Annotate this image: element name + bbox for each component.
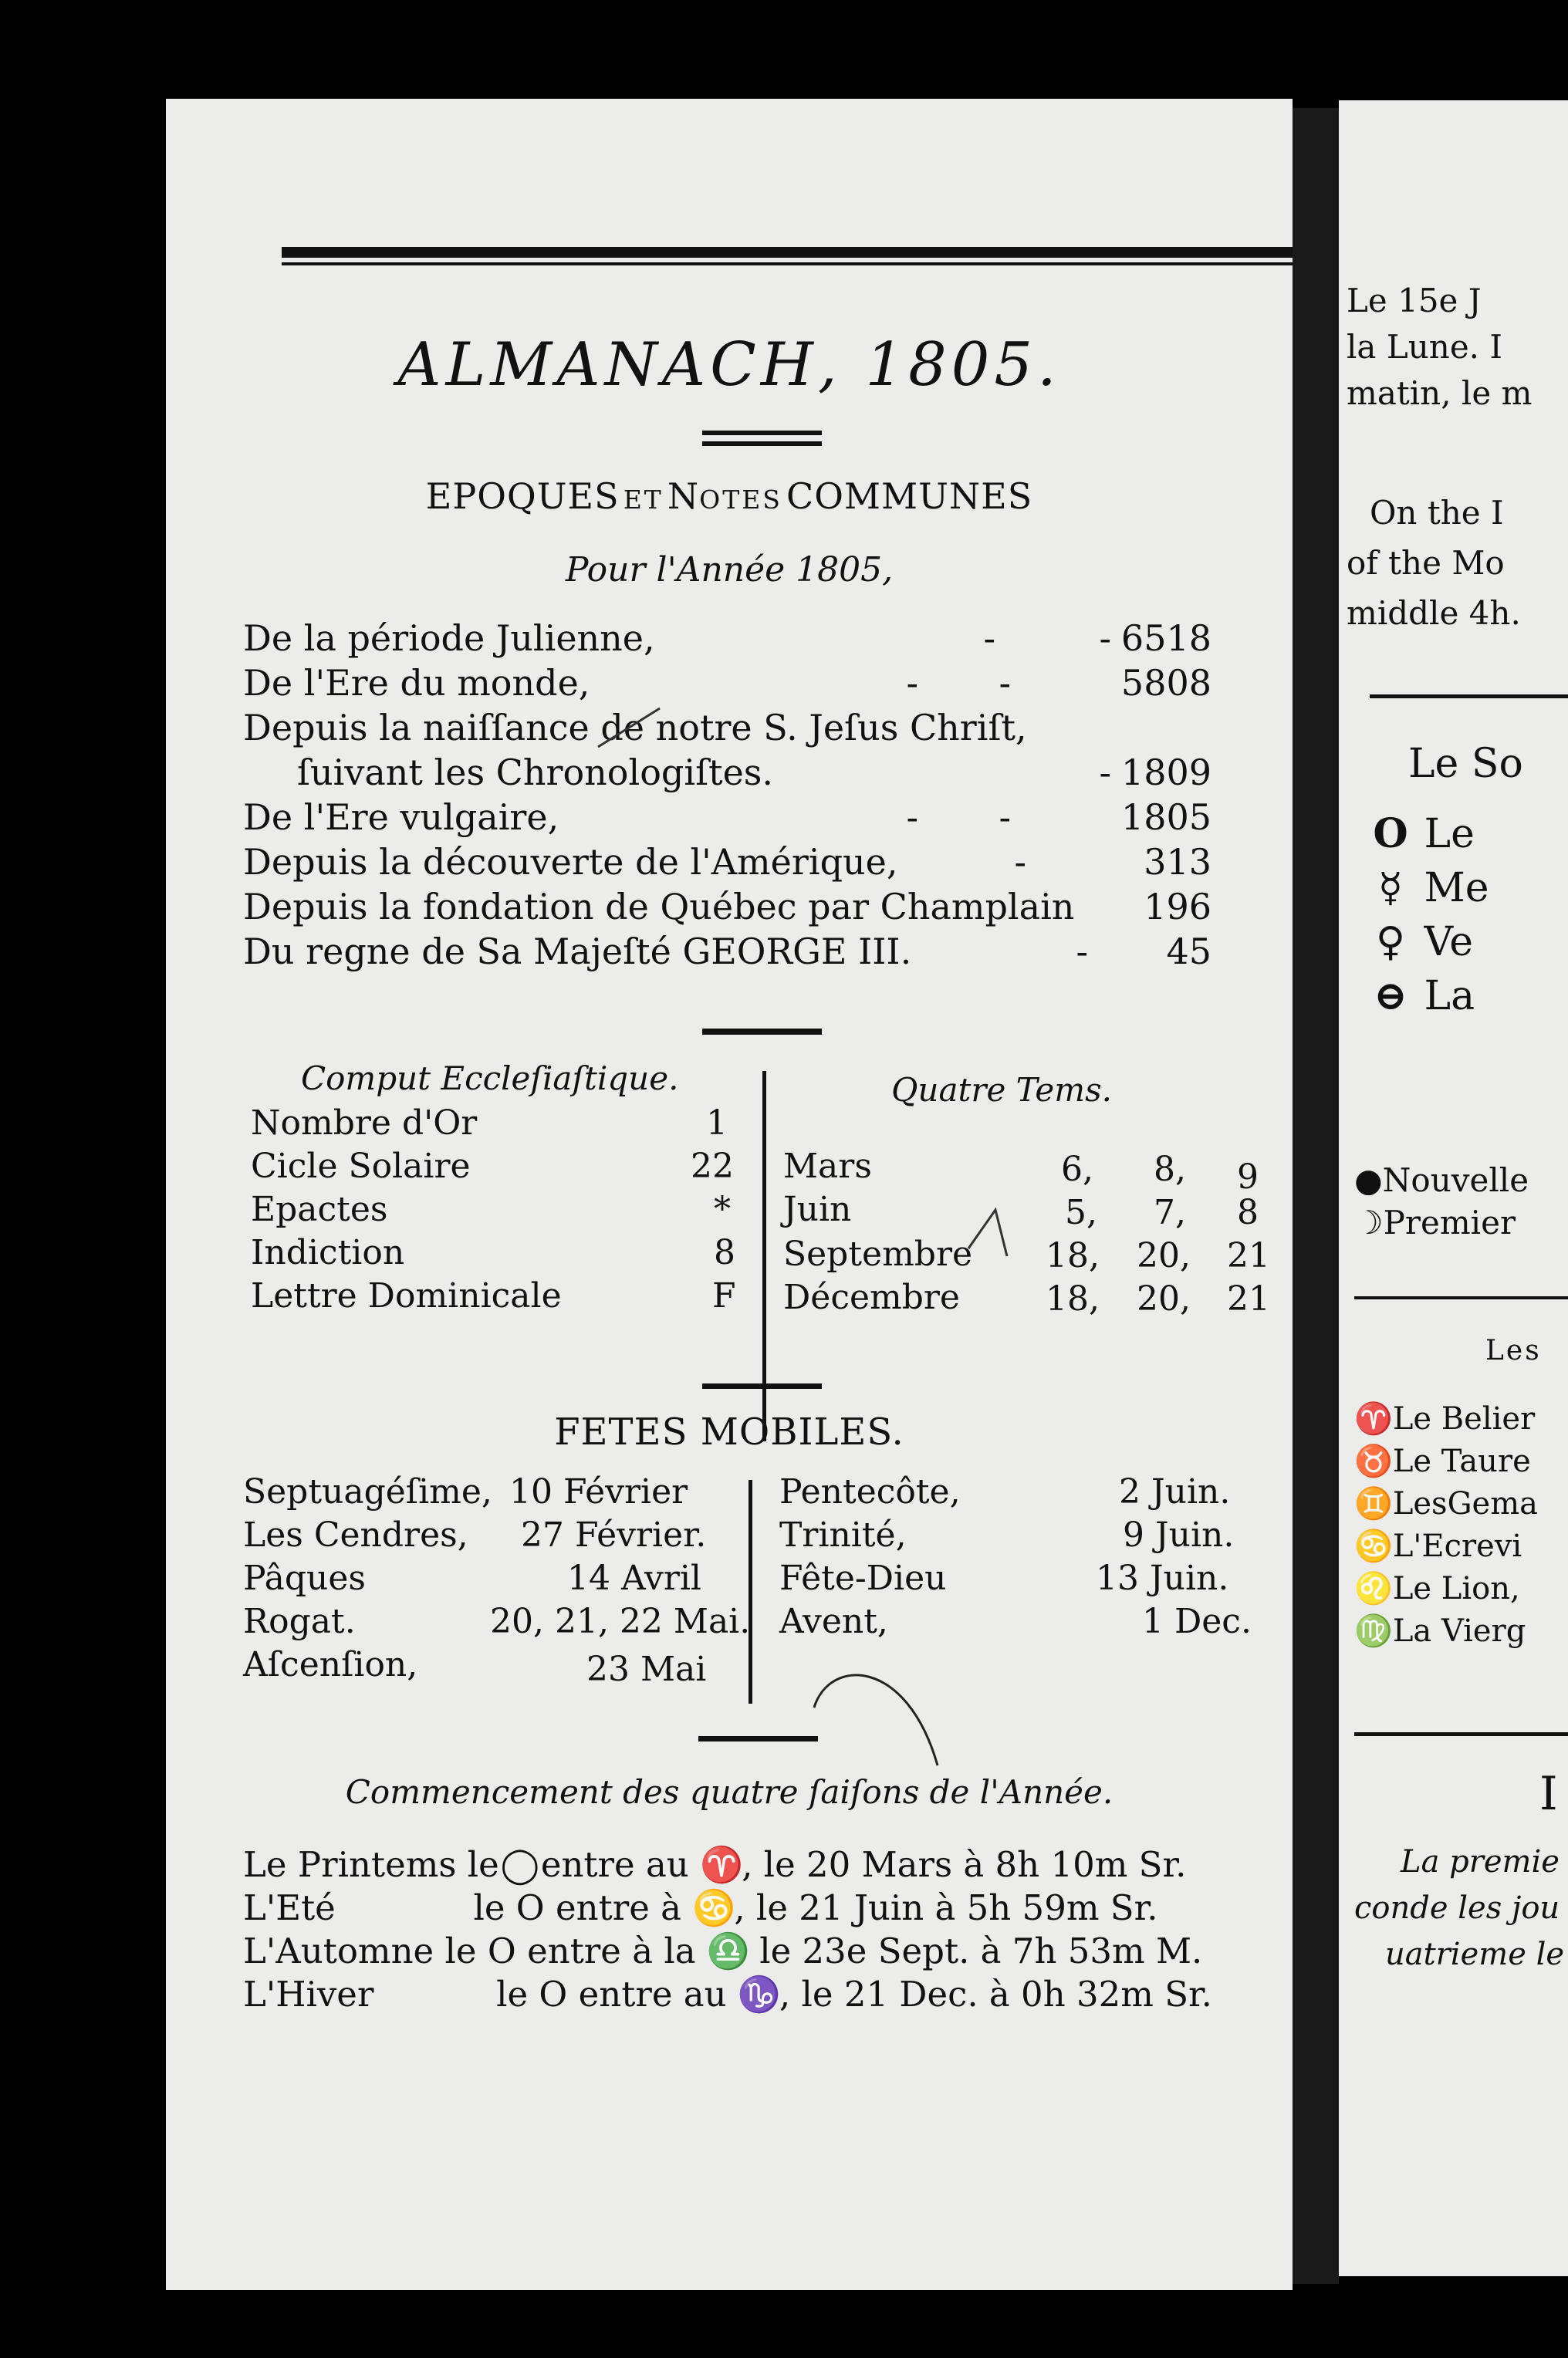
fete-name: Fête-Dieu bbox=[779, 1559, 947, 1598]
libra-icon: ♎ bbox=[706, 1931, 750, 1971]
heading-cap: E bbox=[425, 475, 453, 517]
planet-row bbox=[1370, 810, 1475, 857]
section-heading: I bbox=[1539, 1767, 1558, 1821]
fete-date: 27 Février. bbox=[521, 1515, 707, 1555]
epoque-label: Du regne de Sa Majeſté GEORGE III. bbox=[243, 931, 912, 972]
saison-text: le 23e Sept. à 7h 53m M. bbox=[748, 1931, 1203, 1971]
heading-word: COMMUNES bbox=[786, 475, 1033, 517]
epoque-value: 1809 bbox=[1120, 752, 1211, 793]
fete-name: Les Cendres, bbox=[243, 1515, 468, 1555]
fete-name: Avent, bbox=[779, 1602, 888, 1641]
quatre-tems-day: 21 bbox=[1227, 1279, 1270, 1319]
saison-name: L'Eté bbox=[243, 1887, 336, 1928]
epoques-subtitle: Pour l'Année 1805, bbox=[565, 550, 894, 590]
saison-text: entre au bbox=[578, 1974, 727, 2015]
text-line: of the Mo bbox=[1347, 544, 1505, 582]
phase-name: Premier bbox=[1383, 1204, 1516, 1241]
comput-label: Lettre Dominicale bbox=[251, 1276, 562, 1316]
sign-row bbox=[1354, 1613, 1526, 1649]
fete-date: 14 Avril bbox=[567, 1559, 702, 1598]
phase-row bbox=[1354, 1204, 1516, 1241]
epoque-value: 313 bbox=[1144, 841, 1211, 883]
fetes-heading: FETES MOBILES. bbox=[554, 1410, 904, 1454]
capricorn-icon: ♑ bbox=[737, 1974, 781, 2015]
planet-name: Ve bbox=[1424, 919, 1474, 965]
saison-name: L'Hiver bbox=[243, 1974, 374, 2015]
saison-text: , le 21 Juin à 5h 59m Sr. bbox=[734, 1887, 1158, 1928]
sun-icon: O bbox=[487, 1931, 516, 1971]
fete-date: 9 Juin. bbox=[1123, 1515, 1235, 1555]
leader-dash: - bbox=[1099, 617, 1111, 659]
quatre-tems-day: 21 bbox=[1227, 1236, 1270, 1275]
sign-row bbox=[1354, 1570, 1520, 1606]
saison-text: le bbox=[473, 1887, 505, 1928]
epoque-value: 45 bbox=[1166, 931, 1211, 972]
planet-name: Le bbox=[1424, 811, 1475, 857]
sign-name: Le Taure bbox=[1392, 1444, 1531, 1479]
text-line: Le 15e J bbox=[1347, 282, 1482, 319]
fete-date: 2 Juin. bbox=[1119, 1472, 1231, 1512]
quatre-tems-day: 8 bbox=[1237, 1193, 1259, 1232]
quatre-tems-day: 20, bbox=[1137, 1236, 1191, 1275]
phase-name: Nouvelle bbox=[1382, 1161, 1529, 1199]
leader-dash: - bbox=[906, 796, 918, 838]
quatre-tems-month: Décembre bbox=[783, 1278, 960, 1317]
sign-name: La Vierg bbox=[1392, 1613, 1526, 1649]
saisons-heading: Commencement des quatre ſaiſons de l'Année. bbox=[345, 1773, 1113, 1811]
quatre-tems-month: Septembre bbox=[783, 1235, 973, 1274]
planet-name: Me bbox=[1424, 865, 1489, 911]
comput-label: Cicle Solaire bbox=[251, 1147, 471, 1186]
virgo-icon: ♍ bbox=[1354, 1613, 1393, 1649]
leo-icon: ♌ bbox=[1354, 1571, 1393, 1606]
fete-date: 23 Mai bbox=[586, 1650, 707, 1689]
epoque-label: Depuis la fondation de Québec par Champlain bbox=[243, 886, 1075, 927]
fete-name: Rogat. bbox=[243, 1602, 356, 1641]
sign-row bbox=[1354, 1528, 1522, 1564]
saison-text: le bbox=[444, 1931, 477, 1971]
leader-dash: - bbox=[999, 796, 1011, 838]
quatre-tems-day: 7, bbox=[1154, 1193, 1186, 1232]
divider bbox=[1354, 1732, 1568, 1736]
epoque-label: Depuis la naiſſance de notre S. Jeſus Chriſt, bbox=[243, 707, 1027, 748]
sign-name: LesGema bbox=[1392, 1486, 1538, 1522]
fete-date: 10 Février bbox=[509, 1472, 688, 1512]
almanach-title: ALMANACH, 1805. bbox=[397, 330, 1061, 400]
text-line: On the I bbox=[1370, 494, 1504, 532]
sun-icon: O bbox=[1373, 810, 1408, 857]
text-line: middle 4h. bbox=[1347, 594, 1521, 632]
comput-value: F bbox=[712, 1276, 736, 1316]
fete-date: 1 Dec. bbox=[1142, 1602, 1252, 1641]
epoque-value: 196 bbox=[1144, 886, 1211, 927]
comput-heading: Comput Eccleſiaſtique. bbox=[301, 1059, 679, 1097]
book-spine bbox=[1293, 108, 1339, 2284]
epoque-value: 6518 bbox=[1120, 617, 1211, 659]
comput-value: 22 bbox=[691, 1147, 734, 1186]
text-line: matin, le m bbox=[1347, 374, 1533, 412]
heading-word: POQUES bbox=[452, 475, 620, 517]
heading-cap: N bbox=[667, 475, 700, 517]
fete-date: 20, 21, 22 Mai. bbox=[490, 1602, 751, 1641]
comput-value: 1 bbox=[706, 1103, 728, 1143]
heading-word: OTES bbox=[699, 485, 782, 515]
planet-row bbox=[1370, 972, 1475, 1019]
quatre-tems-day: 6, bbox=[1061, 1150, 1093, 1189]
planet-row bbox=[1370, 864, 1489, 911]
taurus-icon: ♉ bbox=[1354, 1444, 1393, 1479]
comput-label: Epactes bbox=[251, 1190, 388, 1229]
epoque-label: De la période Julienne, bbox=[243, 617, 655, 659]
epoque-label: Depuis la découverte de l'Amérique, bbox=[243, 841, 898, 883]
quatre-tems-day: 9 bbox=[1237, 1157, 1259, 1197]
epoque-value: 1805 bbox=[1120, 796, 1211, 838]
sign-name: L'Ecrevi bbox=[1392, 1529, 1522, 1564]
sign-name: Le Belier bbox=[1392, 1401, 1536, 1437]
cancer-icon: ♋ bbox=[1354, 1529, 1393, 1564]
mercury-icon: ☿ bbox=[1378, 864, 1403, 911]
fete-name: Trinité, bbox=[779, 1515, 907, 1555]
text-line: la Lune. I bbox=[1347, 328, 1502, 366]
saison-text: le bbox=[467, 1844, 499, 1885]
left-page bbox=[166, 99, 1293, 2290]
leader-dash: - bbox=[1076, 931, 1088, 972]
sun-icon: O bbox=[539, 1974, 568, 2015]
quatre-tems-month: Juin bbox=[783, 1190, 852, 1229]
quatre-tems-day: 18, bbox=[1046, 1236, 1100, 1275]
venus-icon: ♀ bbox=[1375, 918, 1405, 965]
saison-name: L'Automne bbox=[243, 1931, 434, 1971]
fete-date: 13 Juin. bbox=[1096, 1559, 1229, 1598]
saison-text: , le 21 Dec. à 0h 32m Sr. bbox=[779, 1974, 1212, 2015]
epoque-label: ſuivant les Chronologiſtes. bbox=[297, 752, 774, 793]
text-line: La premie bbox=[1401, 1844, 1560, 1880]
planet-row bbox=[1370, 918, 1473, 965]
fete-name: Aſcenſion, bbox=[243, 1645, 418, 1684]
leader-dash: - bbox=[983, 617, 995, 659]
planets-heading: Le So bbox=[1408, 741, 1523, 787]
sign-row bbox=[1354, 1485, 1538, 1522]
comput-value: 8 bbox=[714, 1233, 735, 1272]
leader-dash: - bbox=[1014, 841, 1026, 883]
sun-icon: ◯ bbox=[500, 1844, 539, 1885]
epoque-label: De l'Ere vulgaire, bbox=[243, 796, 559, 838]
first-quarter-icon: ☽ bbox=[1354, 1204, 1384, 1241]
sun-icon: O bbox=[515, 1887, 545, 1928]
quatre-tems-heading: Quatre Tems. bbox=[891, 1071, 1113, 1109]
divider bbox=[1370, 694, 1568, 698]
fete-name: Pentecôte, bbox=[779, 1472, 961, 1512]
divider bbox=[1354, 1296, 1568, 1299]
saison-text: entre à bbox=[556, 1887, 681, 1928]
aries-icon: ♈ bbox=[1354, 1401, 1393, 1437]
text-line: conde les jou bbox=[1354, 1890, 1560, 1926]
sign-row bbox=[1354, 1443, 1531, 1479]
saison-name: Le Printems bbox=[243, 1844, 457, 1885]
quatre-tems-day: 18, bbox=[1046, 1279, 1100, 1319]
leader-dash: - bbox=[906, 662, 918, 704]
quatre-tems-day: 5, bbox=[1065, 1193, 1097, 1232]
comput-label: Indiction bbox=[251, 1233, 405, 1272]
quatre-tems-day: 20, bbox=[1137, 1279, 1191, 1319]
right-page bbox=[1339, 100, 1568, 2276]
quatre-tems-month: Mars bbox=[783, 1147, 872, 1186]
leader-dash: - bbox=[999, 662, 1011, 704]
epoque-label: De l'Ere du monde, bbox=[243, 662, 590, 704]
signs-heading: Les bbox=[1485, 1335, 1542, 1366]
text-line: uatrieme le bbox=[1385, 1937, 1565, 1972]
saison-text: , le 20 Mars à 8h 10m Sr. bbox=[742, 1844, 1187, 1885]
ink-marks bbox=[166, 99, 1293, 2290]
quatre-tems-day: 8, bbox=[1154, 1150, 1186, 1189]
earth-icon: ⊖ bbox=[1374, 972, 1407, 1019]
fete-name: Pâques bbox=[243, 1559, 366, 1598]
phase-row bbox=[1354, 1161, 1529, 1199]
cancer-icon: ♋ bbox=[692, 1887, 736, 1928]
comput-value: * bbox=[714, 1190, 731, 1229]
heading-word: ET bbox=[623, 485, 664, 515]
saison-text: entre à la bbox=[527, 1931, 696, 1971]
gemini-icon: ♊ bbox=[1354, 1486, 1393, 1522]
sign-name: Le Lion, bbox=[1392, 1571, 1520, 1606]
sign-row bbox=[1354, 1400, 1535, 1437]
fete-name: Septuagéſime, bbox=[243, 1472, 492, 1512]
planet-name: La bbox=[1424, 973, 1475, 1019]
leader-dash: - bbox=[1099, 752, 1111, 793]
new-moon-icon: ● bbox=[1354, 1161, 1383, 1199]
comput-label: Nombre d'Or bbox=[251, 1103, 478, 1143]
epoque-value: 5808 bbox=[1120, 662, 1211, 704]
saison-text: le bbox=[496, 1974, 529, 2015]
aries-icon: ♈ bbox=[700, 1844, 744, 1885]
saison-text: entre au bbox=[540, 1844, 689, 1885]
